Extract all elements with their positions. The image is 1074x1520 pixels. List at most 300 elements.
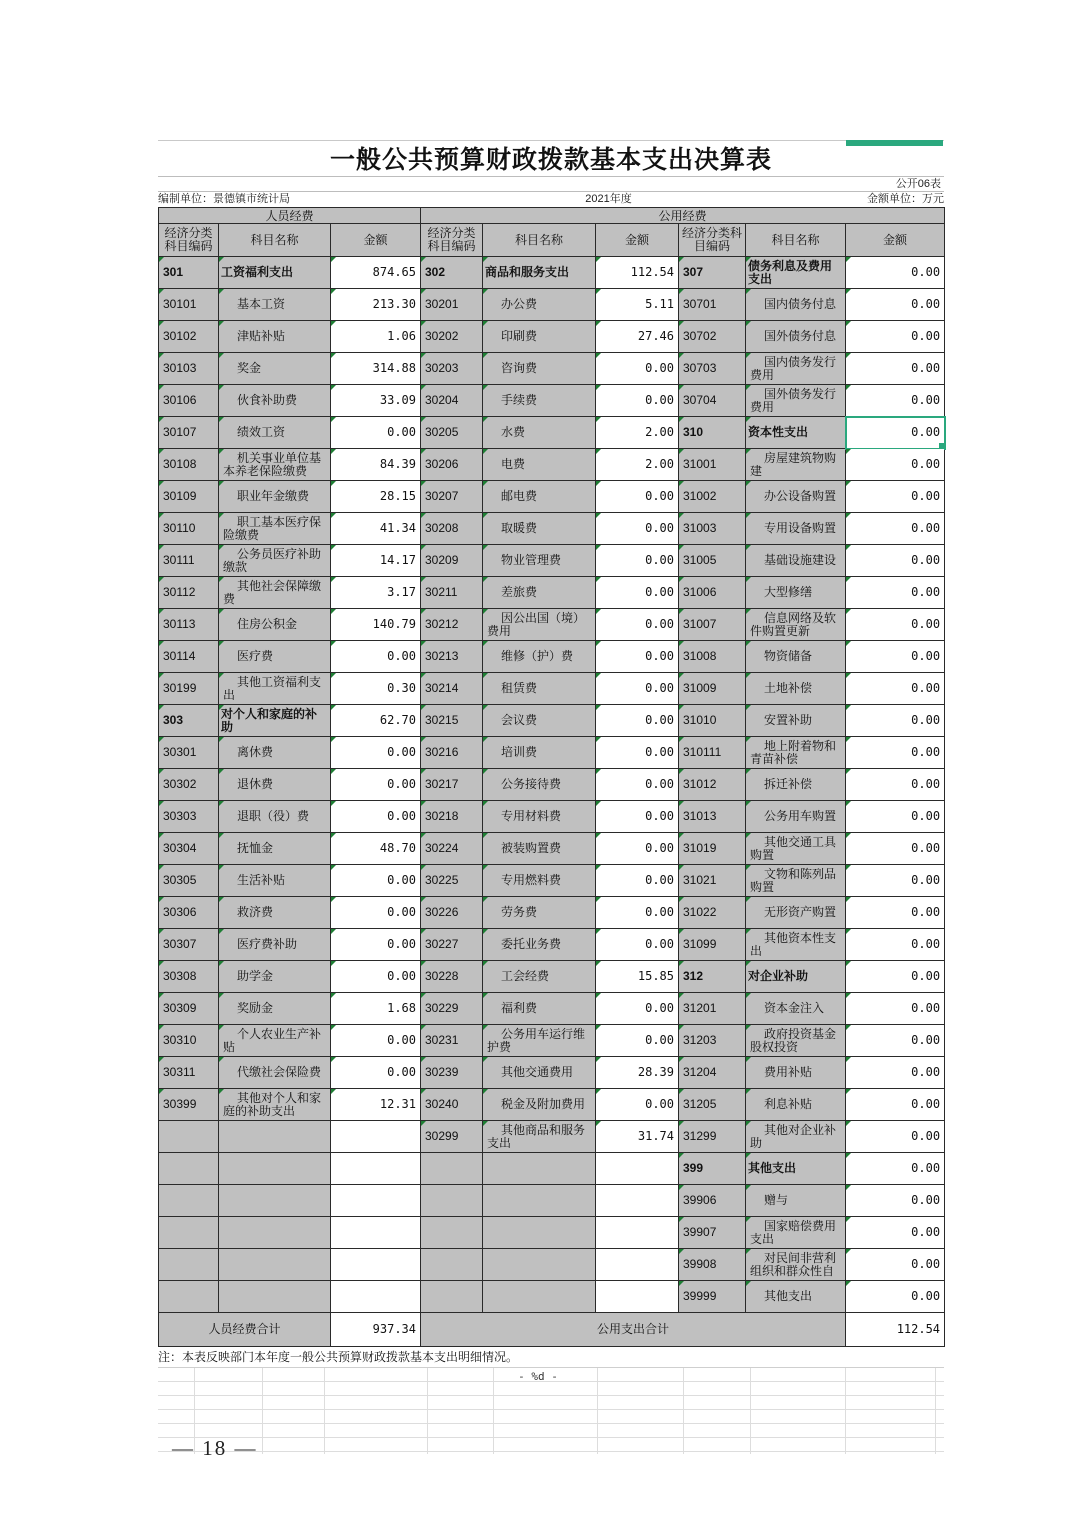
cell-amount[interactable]: 0.00 bbox=[596, 353, 679, 385]
cell-code[interactable]: 31021 bbox=[679, 865, 746, 897]
cell-amount[interactable]: 0.00 bbox=[846, 1217, 945, 1249]
cell-name[interactable]: 维修（护）费 bbox=[483, 641, 596, 673]
cell-amount[interactable]: 314.88 bbox=[331, 353, 421, 385]
cell-name[interactable]: 公务用车购置 bbox=[746, 801, 846, 833]
cell-code[interactable]: 31099 bbox=[679, 929, 746, 961]
cell-name[interactable] bbox=[483, 1153, 596, 1185]
cell-name[interactable]: 国外债务发行费用 bbox=[746, 385, 846, 417]
cell-amount[interactable]: 0.00 bbox=[846, 1057, 945, 1089]
cell-name[interactable]: 助学金 bbox=[219, 961, 331, 993]
cell-amount[interactable]: 84.39 bbox=[331, 449, 421, 481]
cell-amount[interactable]: 0.00 bbox=[846, 993, 945, 1025]
cell-name[interactable]: 其他交通工具购置 bbox=[746, 833, 846, 865]
cell-code[interactable]: 30214 bbox=[421, 673, 483, 705]
cell-code[interactable]: 303 bbox=[159, 705, 219, 737]
cell-amount[interactable]: 28.39 bbox=[596, 1057, 679, 1089]
cell-amount[interactable] bbox=[331, 1217, 421, 1249]
public-total-label[interactable]: 公用支出合计 bbox=[421, 1313, 846, 1347]
col-header-code-1[interactable]: 经济分类科目编码 bbox=[159, 224, 219, 257]
cell-code[interactable]: 39907 bbox=[679, 1217, 746, 1249]
cell-name[interactable]: 对民间非营利组织和群众性自 bbox=[746, 1249, 846, 1281]
cell-name[interactable]: 离休费 bbox=[219, 737, 331, 769]
cell-name[interactable]: 债务利息及费用支出 bbox=[746, 257, 846, 289]
cell-name[interactable]: 医疗费补助 bbox=[219, 929, 331, 961]
cell-amount[interactable]: 31.74 bbox=[596, 1121, 679, 1153]
cell-name[interactable]: 办公费 bbox=[483, 289, 596, 321]
cell-amount[interactable] bbox=[596, 1217, 679, 1249]
cell-amount[interactable]: 2.00 bbox=[596, 417, 679, 449]
cell-code[interactable]: 310111 bbox=[679, 737, 746, 769]
cell-name[interactable]: 公务员医疗补助缴款 bbox=[219, 545, 331, 577]
cell-code[interactable]: 30102 bbox=[159, 321, 219, 353]
cell-code[interactable]: 30216 bbox=[421, 737, 483, 769]
cell-name[interactable]: 个人农业生产补贴 bbox=[219, 1025, 331, 1057]
cell-code[interactable]: 30203 bbox=[421, 353, 483, 385]
cell-code[interactable]: 31006 bbox=[679, 577, 746, 609]
cell-code[interactable]: 31002 bbox=[679, 481, 746, 513]
cell-amount[interactable]: 0.00 bbox=[846, 961, 945, 993]
cell-code[interactable]: 30309 bbox=[159, 993, 219, 1025]
cell-amount[interactable]: 0.00 bbox=[596, 641, 679, 673]
cell-amount[interactable]: 0.00 bbox=[846, 449, 945, 481]
cell-code[interactable]: 30704 bbox=[679, 385, 746, 417]
cell-amount[interactable]: 0.00 bbox=[596, 513, 679, 545]
cell-amount[interactable]: 0.00 bbox=[596, 865, 679, 897]
cell-name[interactable]: 培训费 bbox=[483, 737, 596, 769]
cell-code[interactable] bbox=[421, 1217, 483, 1249]
cell-name[interactable]: 专用设备购置 bbox=[746, 513, 846, 545]
cell-name[interactable]: 邮电费 bbox=[483, 481, 596, 513]
cell-code[interactable]: 31204 bbox=[679, 1057, 746, 1089]
cell-code[interactable]: 30209 bbox=[421, 545, 483, 577]
cell-code[interactable]: 30206 bbox=[421, 449, 483, 481]
cell-name[interactable] bbox=[483, 1249, 596, 1281]
cell-name[interactable]: 代缴社会保险费 bbox=[219, 1057, 331, 1089]
cell-name[interactable]: 利息补贴 bbox=[746, 1089, 846, 1121]
cell-amount[interactable]: 0.00 bbox=[846, 481, 945, 513]
cell-amount[interactable]: 0.00 bbox=[331, 865, 421, 897]
cell-code[interactable] bbox=[159, 1217, 219, 1249]
cell-name[interactable]: 手续费 bbox=[483, 385, 596, 417]
cell-amount[interactable]: 0.00 bbox=[846, 1153, 945, 1185]
cell-name[interactable]: 赠与 bbox=[746, 1185, 846, 1217]
cell-code[interactable] bbox=[421, 1249, 483, 1281]
cell-name[interactable] bbox=[219, 1121, 331, 1153]
cell-name[interactable]: 奖金 bbox=[219, 353, 331, 385]
cell-name[interactable]: 国内债务发行费用 bbox=[746, 353, 846, 385]
cell-code[interactable]: 30227 bbox=[421, 929, 483, 961]
cell-name[interactable]: 退休费 bbox=[219, 769, 331, 801]
cell-name[interactable]: 工会经费 bbox=[483, 961, 596, 993]
cell-name[interactable]: 安置补助 bbox=[746, 705, 846, 737]
cell-name[interactable]: 医疗费 bbox=[219, 641, 331, 673]
cell-code[interactable]: 30207 bbox=[421, 481, 483, 513]
cell-name[interactable]: 职工基本医疗保险缴费 bbox=[219, 513, 331, 545]
cell-code[interactable]: 30306 bbox=[159, 897, 219, 929]
cell-name[interactable]: 其他支出 bbox=[746, 1153, 846, 1185]
cell-name[interactable]: 物业管理费 bbox=[483, 545, 596, 577]
cell-name[interactable]: 专用燃料费 bbox=[483, 865, 596, 897]
cell-amount[interactable]: 14.17 bbox=[331, 545, 421, 577]
cell-amount[interactable]: 0.00 bbox=[596, 833, 679, 865]
cell-code[interactable]: 30201 bbox=[421, 289, 483, 321]
cell-name[interactable]: 其他支出 bbox=[746, 1281, 846, 1313]
cell-code[interactable]: 30301 bbox=[159, 737, 219, 769]
cell-amount[interactable]: 15.85 bbox=[596, 961, 679, 993]
cell-amount[interactable]: 0.00 bbox=[846, 1121, 945, 1153]
cell-amount[interactable]: 0.00 bbox=[846, 705, 945, 737]
cell-amount[interactable]: 0.00 bbox=[331, 769, 421, 801]
cell-name[interactable]: 基本工资 bbox=[219, 289, 331, 321]
cell-code[interactable]: 31022 bbox=[679, 897, 746, 929]
cell-amount[interactable]: 0.00 bbox=[846, 257, 945, 289]
cell-code[interactable]: 30302 bbox=[159, 769, 219, 801]
cell-name[interactable]: 其他对个人和家庭的补助支出 bbox=[219, 1089, 331, 1121]
cell-name[interactable]: 印刷费 bbox=[483, 321, 596, 353]
cell-code[interactable]: 31203 bbox=[679, 1025, 746, 1057]
col-header-amount-1[interactable]: 金额 bbox=[331, 224, 421, 257]
cell-amount[interactable]: 0.00 bbox=[331, 961, 421, 993]
cell-code[interactable]: 30212 bbox=[421, 609, 483, 641]
cell-code[interactable] bbox=[159, 1121, 219, 1153]
cell-amount[interactable]: 0.00 bbox=[846, 1281, 945, 1313]
cell-code[interactable]: 31009 bbox=[679, 673, 746, 705]
cell-amount[interactable]: 0.00 bbox=[596, 705, 679, 737]
cell-name[interactable]: 物资储备 bbox=[746, 641, 846, 673]
cell-amount[interactable]: 0.00 bbox=[846, 513, 945, 545]
cell-code[interactable]: 31005 bbox=[679, 545, 746, 577]
cell-amount[interactable] bbox=[331, 1281, 421, 1313]
cell-amount[interactable] bbox=[331, 1153, 421, 1185]
cell-name[interactable]: 信息网络及软件购置更新 bbox=[746, 609, 846, 641]
cell-name[interactable]: 政府投资基金股权投资 bbox=[746, 1025, 846, 1057]
cell-amount[interactable]: 0.00 bbox=[846, 833, 945, 865]
cell-amount[interactable]: 0.00 bbox=[846, 1249, 945, 1281]
cell-amount[interactable]: 27.46 bbox=[596, 321, 679, 353]
cell-amount[interactable]: 0.00 bbox=[846, 577, 945, 609]
cell-code[interactable]: 30211 bbox=[421, 577, 483, 609]
cell-code[interactable]: 30215 bbox=[421, 705, 483, 737]
cell-name[interactable]: 生活补贴 bbox=[219, 865, 331, 897]
col-header-code-2[interactable]: 经济分类科目编码 bbox=[421, 224, 483, 257]
personnel-total-amount[interactable]: 937.34 bbox=[331, 1313, 421, 1347]
cell-name[interactable]: 其他工资福利支出 bbox=[219, 673, 331, 705]
cell-amount[interactable]: 0.00 bbox=[846, 289, 945, 321]
cell-amount[interactable]: 62.70 bbox=[331, 705, 421, 737]
cell-name[interactable]: 咨询费 bbox=[483, 353, 596, 385]
cell-name[interactable] bbox=[483, 1217, 596, 1249]
cell-code[interactable]: 31012 bbox=[679, 769, 746, 801]
cell-name[interactable]: 劳务费 bbox=[483, 897, 596, 929]
cell-amount[interactable] bbox=[596, 1281, 679, 1313]
cell-code[interactable]: 31013 bbox=[679, 801, 746, 833]
cell-code[interactable]: 31003 bbox=[679, 513, 746, 545]
group-header-public[interactable]: 公用经费 bbox=[421, 208, 945, 224]
cell-amount[interactable]: 0.00 bbox=[846, 1025, 945, 1057]
group-header-personnel[interactable]: 人员经费 bbox=[159, 208, 421, 224]
cell-name[interactable]: 其他社会保障缴费 bbox=[219, 577, 331, 609]
cell-amount[interactable]: 0.00 bbox=[596, 929, 679, 961]
cell-name[interactable]: 国内债务付息 bbox=[746, 289, 846, 321]
cell-code[interactable]: 31299 bbox=[679, 1121, 746, 1153]
cell-code[interactable]: 30109 bbox=[159, 481, 219, 513]
cell-amount[interactable] bbox=[331, 1249, 421, 1281]
cell-code[interactable]: 31205 bbox=[679, 1089, 746, 1121]
cell-amount[interactable] bbox=[596, 1153, 679, 1185]
cell-amount[interactable]: 0.00 bbox=[596, 545, 679, 577]
cell-code[interactable]: 30702 bbox=[679, 321, 746, 353]
cell-name[interactable]: 津贴补贴 bbox=[219, 321, 331, 353]
cell-code[interactable]: 30103 bbox=[159, 353, 219, 385]
cell-amount[interactable]: 2.00 bbox=[596, 449, 679, 481]
cell-code[interactable]: 30231 bbox=[421, 1025, 483, 1057]
cell-name[interactable]: 委托业务费 bbox=[483, 929, 596, 961]
cell-amount[interactable]: 0.00 bbox=[596, 609, 679, 641]
cell-code[interactable]: 30218 bbox=[421, 801, 483, 833]
cell-code[interactable]: 39906 bbox=[679, 1185, 746, 1217]
cell-amount[interactable]: 41.34 bbox=[331, 513, 421, 545]
cell-name[interactable]: 因公出国（境）费用 bbox=[483, 609, 596, 641]
cell-amount[interactable]: 874.65 bbox=[331, 257, 421, 289]
cell-amount[interactable]: 0.00 bbox=[596, 385, 679, 417]
cell-amount[interactable]: 0.00 bbox=[596, 897, 679, 929]
cell-code[interactable]: 30110 bbox=[159, 513, 219, 545]
cell-name[interactable]: 电费 bbox=[483, 449, 596, 481]
cell-code[interactable]: 30202 bbox=[421, 321, 483, 353]
cell-amount[interactable] bbox=[596, 1249, 679, 1281]
cell-name[interactable]: 文物和陈列品购置 bbox=[746, 865, 846, 897]
cell-name[interactable] bbox=[219, 1185, 331, 1217]
cell-name[interactable] bbox=[219, 1249, 331, 1281]
cell-name[interactable]: 国外债务付息 bbox=[746, 321, 846, 353]
cell-code[interactable]: 30701 bbox=[679, 289, 746, 321]
cell-amount[interactable]: 48.70 bbox=[331, 833, 421, 865]
col-header-code-3[interactable]: 经济分类科目编码 bbox=[679, 224, 746, 257]
cell-code[interactable]: 30205 bbox=[421, 417, 483, 449]
cell-name[interactable]: 地上附着物和青苗补偿 bbox=[746, 737, 846, 769]
cell-name[interactable]: 拆迁补偿 bbox=[746, 769, 846, 801]
cell-amount[interactable]: 0.00 bbox=[596, 737, 679, 769]
cell-code[interactable]: 30229 bbox=[421, 993, 483, 1025]
cell-code[interactable] bbox=[159, 1185, 219, 1217]
col-header-name-1[interactable]: 科目名称 bbox=[219, 224, 331, 257]
cell-code[interactable] bbox=[421, 1185, 483, 1217]
cell-code[interactable]: 307 bbox=[679, 257, 746, 289]
cell-name[interactable]: 水费 bbox=[483, 417, 596, 449]
cell-name[interactable]: 租赁费 bbox=[483, 673, 596, 705]
cell-code[interactable]: 312 bbox=[679, 961, 746, 993]
cell-amount[interactable]: 0.00 bbox=[596, 673, 679, 705]
cell-code[interactable]: 30108 bbox=[159, 449, 219, 481]
cell-name[interactable]: 基础设施建设 bbox=[746, 545, 846, 577]
cell-name[interactable]: 绩效工资 bbox=[219, 417, 331, 449]
cell-name[interactable]: 被装购置费 bbox=[483, 833, 596, 865]
col-header-name-3[interactable]: 科目名称 bbox=[746, 224, 846, 257]
cell-amount[interactable]: 0.00 bbox=[846, 353, 945, 385]
cell-amount[interactable]: 0.00 bbox=[331, 1025, 421, 1057]
cell-code[interactable]: 31201 bbox=[679, 993, 746, 1025]
cell-amount[interactable]: 33.09 bbox=[331, 385, 421, 417]
cell-name[interactable]: 职业年金缴费 bbox=[219, 481, 331, 513]
cell-code[interactable]: 30225 bbox=[421, 865, 483, 897]
cell-amount[interactable]: 0.00 bbox=[846, 1089, 945, 1121]
cell-amount[interactable]: 0.00 bbox=[846, 545, 945, 577]
cell-amount[interactable]: 0.00 bbox=[846, 385, 945, 417]
cell-name[interactable]: 对个人和家庭的补助 bbox=[219, 705, 331, 737]
cell-name[interactable]: 公务接待费 bbox=[483, 769, 596, 801]
cell-code[interactable]: 39999 bbox=[679, 1281, 746, 1313]
cell-amount[interactable]: 0.00 bbox=[846, 1185, 945, 1217]
cell-code[interactable]: 30107 bbox=[159, 417, 219, 449]
cell-code[interactable]: 30208 bbox=[421, 513, 483, 545]
cell-name[interactable]: 其他商品和服务支出 bbox=[483, 1121, 596, 1153]
cell-code[interactable]: 30308 bbox=[159, 961, 219, 993]
cell-code[interactable]: 30299 bbox=[421, 1121, 483, 1153]
cell-code[interactable] bbox=[421, 1281, 483, 1313]
cell-code[interactable]: 310 bbox=[679, 417, 746, 449]
cell-amount[interactable]: 0.00 bbox=[596, 481, 679, 513]
cell-name[interactable]: 其他交通费用 bbox=[483, 1057, 596, 1089]
cell-name[interactable]: 差旅费 bbox=[483, 577, 596, 609]
cell-code[interactable]: 30113 bbox=[159, 609, 219, 641]
cell-name[interactable]: 无形资产购置 bbox=[746, 897, 846, 929]
cell-code[interactable]: 31001 bbox=[679, 449, 746, 481]
cell-code[interactable]: 30114 bbox=[159, 641, 219, 673]
cell-amount[interactable]: 0.00 bbox=[596, 993, 679, 1025]
cell-code[interactable] bbox=[159, 1249, 219, 1281]
cell-code[interactable]: 31007 bbox=[679, 609, 746, 641]
cell-code[interactable]: 31008 bbox=[679, 641, 746, 673]
cell-amount[interactable]: 0.00 bbox=[846, 769, 945, 801]
cell-amount[interactable]: 1.68 bbox=[331, 993, 421, 1025]
cell-amount[interactable]: 1.06 bbox=[331, 321, 421, 353]
cell-amount[interactable]: 0.00 bbox=[596, 577, 679, 609]
cell-code[interactable]: 301 bbox=[159, 257, 219, 289]
cell-amount[interactable]: 0.00 bbox=[331, 1057, 421, 1089]
cell-amount[interactable]: 28.15 bbox=[331, 481, 421, 513]
cell-name[interactable]: 退职（役）费 bbox=[219, 801, 331, 833]
cell-amount[interactable] bbox=[331, 1121, 421, 1153]
cell-amount[interactable]: 0.00 bbox=[846, 897, 945, 929]
cell-name[interactable]: 取暖费 bbox=[483, 513, 596, 545]
cell-name[interactable]: 福利费 bbox=[483, 993, 596, 1025]
cell-amount[interactable] bbox=[596, 1185, 679, 1217]
cell-name[interactable]: 办公设备购置 bbox=[746, 481, 846, 513]
cell-name[interactable]: 土地补偿 bbox=[746, 673, 846, 705]
cell-name[interactable]: 其他对企业补助 bbox=[746, 1121, 846, 1153]
cell-amount[interactable]: 0.00 bbox=[331, 417, 421, 449]
cell-name[interactable]: 资本性支出 bbox=[746, 417, 846, 449]
cell-code[interactable]: 30226 bbox=[421, 897, 483, 929]
cell-code[interactable]: 30303 bbox=[159, 801, 219, 833]
cell-name[interactable]: 抚恤金 bbox=[219, 833, 331, 865]
cell-name[interactable] bbox=[219, 1153, 331, 1185]
cell-amount[interactable]: 213.30 bbox=[331, 289, 421, 321]
cell-name[interactable]: 机关事业单位基本养老保险缴费 bbox=[219, 449, 331, 481]
cell-amount[interactable]: 0.00 bbox=[596, 1089, 679, 1121]
public-total-amount[interactable]: 112.54 bbox=[846, 1313, 945, 1347]
cell-amount[interactable]: 0.00 bbox=[846, 609, 945, 641]
cell-name[interactable] bbox=[219, 1281, 331, 1313]
cell-amount[interactable]: 112.54 bbox=[596, 257, 679, 289]
cell-code[interactable]: 30111 bbox=[159, 545, 219, 577]
cell-code[interactable]: 30228 bbox=[421, 961, 483, 993]
cell-name[interactable]: 公务用车运行维护费 bbox=[483, 1025, 596, 1057]
cell-code[interactable]: 30213 bbox=[421, 641, 483, 673]
selected-cell[interactable]: 0.00 bbox=[846, 417, 945, 449]
cell-code[interactable]: 39908 bbox=[679, 1249, 746, 1281]
col-header-amount-2[interactable]: 金额 bbox=[596, 224, 679, 257]
cell-code[interactable]: 30106 bbox=[159, 385, 219, 417]
cell-amount[interactable]: 0.00 bbox=[331, 929, 421, 961]
cell-amount[interactable]: 0.00 bbox=[846, 865, 945, 897]
cell-amount[interactable]: 12.31 bbox=[331, 1089, 421, 1121]
cell-code[interactable] bbox=[159, 1281, 219, 1313]
cell-code[interactable]: 30307 bbox=[159, 929, 219, 961]
cell-name[interactable]: 救济费 bbox=[219, 897, 331, 929]
cell-name[interactable]: 大型修缮 bbox=[746, 577, 846, 609]
cell-code[interactable]: 30199 bbox=[159, 673, 219, 705]
cell-name[interactable] bbox=[219, 1217, 331, 1249]
cell-amount[interactable]: 0.30 bbox=[331, 673, 421, 705]
cell-code[interactable]: 30112 bbox=[159, 577, 219, 609]
cell-amount[interactable]: 0.00 bbox=[846, 321, 945, 353]
cell-code[interactable]: 30310 bbox=[159, 1025, 219, 1057]
cell-code[interactable] bbox=[421, 1153, 483, 1185]
cell-code[interactable]: 302 bbox=[421, 257, 483, 289]
cell-code[interactable]: 30305 bbox=[159, 865, 219, 897]
cell-amount[interactable]: 0.00 bbox=[596, 769, 679, 801]
cell-amount[interactable]: 3.17 bbox=[331, 577, 421, 609]
cell-code[interactable]: 30311 bbox=[159, 1057, 219, 1089]
cell-amount[interactable]: 5.11 bbox=[596, 289, 679, 321]
cell-name[interactable] bbox=[483, 1281, 596, 1313]
cell-code[interactable]: 31019 bbox=[679, 833, 746, 865]
cell-amount[interactable]: 0.00 bbox=[331, 801, 421, 833]
cell-code[interactable]: 30217 bbox=[421, 769, 483, 801]
cell-name[interactable]: 工资福利支出 bbox=[219, 257, 331, 289]
cell-name[interactable]: 住房公积金 bbox=[219, 609, 331, 641]
cell-code[interactable]: 399 bbox=[679, 1153, 746, 1185]
cell-code[interactable]: 30204 bbox=[421, 385, 483, 417]
cell-name[interactable]: 伙食补助费 bbox=[219, 385, 331, 417]
cell-code[interactable]: 31010 bbox=[679, 705, 746, 737]
cell-amount[interactable]: 0.00 bbox=[846, 641, 945, 673]
personnel-total-label[interactable]: 人员经费合计 bbox=[159, 1313, 331, 1347]
cell-amount[interactable]: 0.00 bbox=[596, 801, 679, 833]
cell-name[interactable] bbox=[483, 1185, 596, 1217]
cell-name[interactable]: 对企业补助 bbox=[746, 961, 846, 993]
cell-name[interactable]: 专用材料费 bbox=[483, 801, 596, 833]
cell-code[interactable]: 30101 bbox=[159, 289, 219, 321]
cell-code[interactable]: 30703 bbox=[679, 353, 746, 385]
cell-amount[interactable]: 0.00 bbox=[846, 929, 945, 961]
cell-code[interactable]: 30239 bbox=[421, 1057, 483, 1089]
cell-name[interactable]: 奖励金 bbox=[219, 993, 331, 1025]
cell-amount[interactable] bbox=[331, 1185, 421, 1217]
cell-name[interactable]: 税金及附加费用 bbox=[483, 1089, 596, 1121]
cell-name[interactable]: 会议费 bbox=[483, 705, 596, 737]
cell-amount[interactable]: 0.00 bbox=[331, 641, 421, 673]
cell-amount[interactable]: 0.00 bbox=[596, 1025, 679, 1057]
cell-name[interactable]: 其他资本性支出 bbox=[746, 929, 846, 961]
cell-amount[interactable]: 0.00 bbox=[331, 897, 421, 929]
cell-code[interactable]: 30224 bbox=[421, 833, 483, 865]
cell-name[interactable]: 商品和服务支出 bbox=[483, 257, 596, 289]
cell-name[interactable]: 资本金注入 bbox=[746, 993, 846, 1025]
cell-amount[interactable]: 0.00 bbox=[846, 673, 945, 705]
cell-amount[interactable]: 140.79 bbox=[331, 609, 421, 641]
